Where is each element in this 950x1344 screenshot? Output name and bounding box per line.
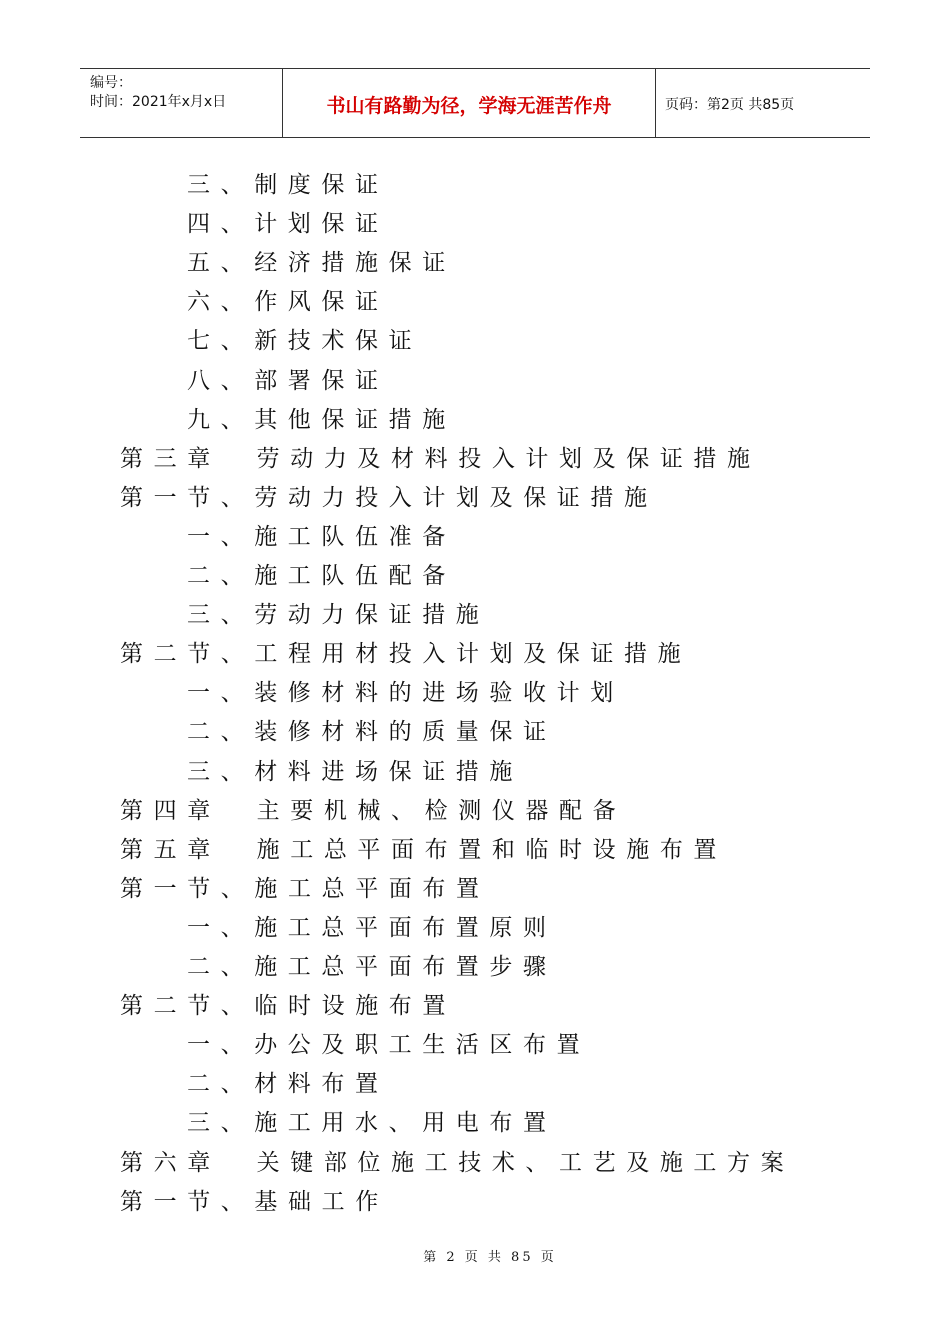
document-number-label: 编号： — [90, 75, 132, 91]
header-page-label: 页码：第2页 共85页 — [665, 97, 795, 113]
header-info-cell — [80, 69, 282, 137]
toc-heading: 第二节、工程用材投入计划及保证措施 — [120, 641, 692, 668]
toc-item: 一、装修材料的进场验收计划 — [187, 680, 624, 707]
toc-item: 二、施工队伍配备 — [187, 563, 456, 589]
header-page-cell — [655, 69, 870, 137]
page-footer: 第 2 页 共 85 页 — [423, 1250, 557, 1265]
toc-item: 三、材料进场保证措施 — [187, 758, 523, 785]
toc-heading: 第四章 主要机械、检测仪器配备 — [120, 797, 627, 824]
toc-heading: 第二节、临时设施布置 — [120, 993, 456, 1020]
toc-heading: 第一节、施工总平面布置 — [120, 875, 490, 902]
toc-item: 五、经济措施保证 — [187, 250, 456, 277]
toc-item: 二、施工总平面布置步骤 — [187, 954, 557, 980]
toc-heading: 第五章 施工总平面布置和临时设施布置 — [120, 836, 728, 863]
toc-heading: 第六章 关键部位施工技术、工艺及施工方案 — [120, 1149, 795, 1176]
toc-item: 三、施工用水、用电布置 — [187, 1110, 557, 1137]
toc-item: 一、施工队伍准备 — [187, 523, 456, 550]
toc-heading: 第三章 劳动力及材料投入计划及保证措施 — [120, 445, 761, 472]
toc-heading: 第一节、基础工作 — [120, 1188, 389, 1215]
toc-heading: 第一节、劳动力投入计划及保证措施 — [120, 484, 658, 511]
toc-item: 一、施工总平面布置原则 — [187, 914, 557, 941]
toc-item: 七、新技术保证 — [187, 328, 423, 355]
toc-item: 四、计划保证 — [187, 211, 389, 238]
toc-item: 三、制度保证 — [187, 172, 389, 198]
header-motto: 书山有路勤为径，学海无涯苦作舟 — [326, 95, 612, 117]
toc-item: 二、装修材料的质量保证 — [187, 719, 557, 746]
toc-item: 一、办公及职工生活区布置 — [187, 1032, 591, 1059]
toc-item: 九、其他保证措施 — [187, 406, 456, 433]
page-header — [80, 68, 870, 138]
header-motto-cell — [282, 69, 656, 137]
document-time-label: 时间：2021年x月x日 — [90, 94, 227, 110]
toc-item: 六、作风保证 — [187, 289, 389, 316]
toc-item: 二、材料布置 — [187, 1071, 389, 1098]
toc-item: 三、劳动力保证措施 — [187, 602, 490, 629]
toc-item: 八、部署保证 — [187, 367, 389, 394]
